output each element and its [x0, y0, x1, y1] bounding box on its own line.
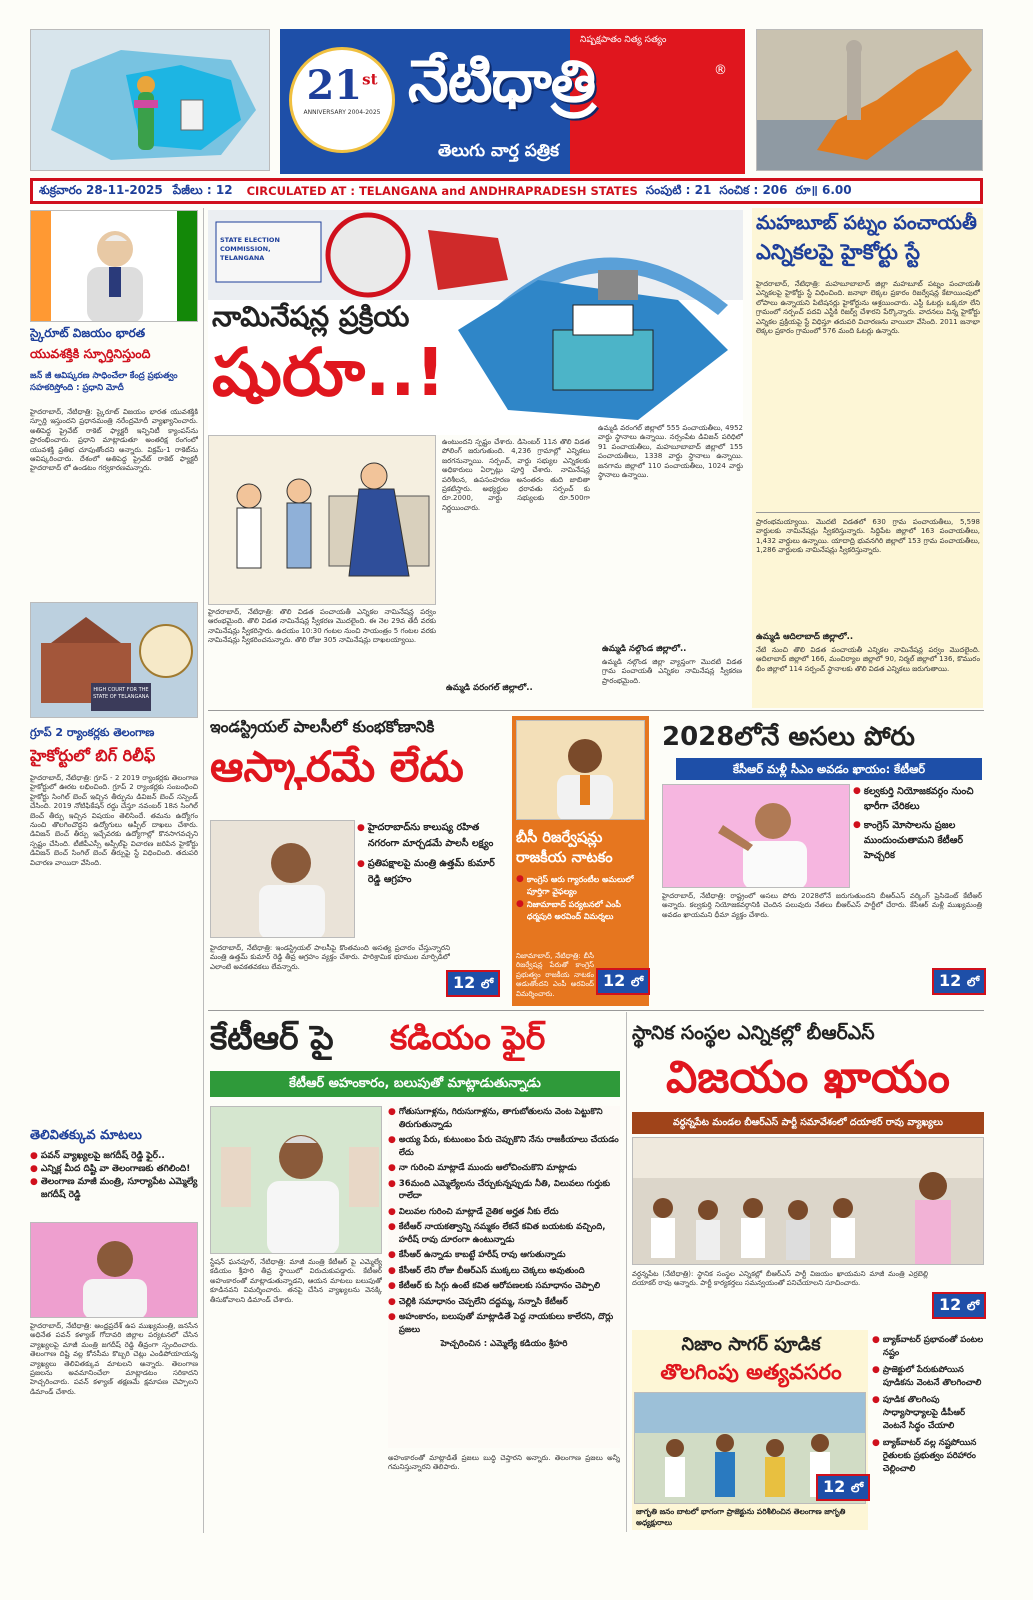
- industrial-bullet-1: ● హైదరాబాద్‌ను కాలుష్య రహిత నగరంగా మార్చడమే పాలసీ లక్ష్యం: [357, 820, 507, 852]
- nizam-bullet-1: ● బ్యాక్‌వాటర్ ప్రభావంతో పంటల నష్టం: [872, 1334, 984, 1360]
- mahabub-article-body: హైదరాబాద్, నేటిధాత్రి: మహబూబాబాద్ జిల్లా మహబూబ్ పట్నం పంచాయతీ ఎన్నికలపై హైకోర్టు స్టే విధించింది. జనాభా లెక్కల ప్రకారం రిజర్వేషన్ల కేటాయింపులో లోపాలు ఉన్నాయని పిటిషనర్లు హైకోర్టును ఆశ్రయించారు. ఎస్టీ ఓటర్లు ఒక్కరూ లేని గ్రామంలో సర్పంచ్ పదవి ఎస్టీకి రిజర్వ్ చేశారని పేర్కొన్నారు. వాదనలు విన్న హైకోర్టు ఎన్నికల ప్రక్రియపై స్టే విధిస్తూ తదుపరి విచారణను వాయిదా వేసింది. 2011 జనాభా లెక్కల ప్రకారం గ్రామంలో 576 మంది ఓటర్లు ఉన్నారు.: [756, 280, 980, 336]
- andhra-map-illustration: [756, 29, 983, 171]
- page-ref-word: లో: [966, 1299, 980, 1313]
- telivi-bullet-2: ● ఎన్నిక్ల మీద దిష్టి వా తెలంగాణకు తగిలింది!: [30, 1163, 198, 1176]
- column-rule-mid: [626, 1012, 627, 1532]
- masthead-title: నేటిధాత్రి: [408, 47, 596, 115]
- badge-number: 21: [306, 62, 363, 109]
- kadiyam-article-body: స్టేషన్ ఘనపూర్, నేటిధాత్రి: మాజీ మంత్రి కేటీఆర్ పై ఎమ్మెల్యే కడియం శ్రీహరి తీవ్ర స్థాయిలో విరుచుకుపడ్డారు. కేటీఆర్ అహంకారంతో మాట్లాడుతున్నాడని, ఆయన మాటలు బలుపుతో కూడినవని విమర్శించారు. తనపై చేసిన వ్యాఖ్యలను వెనక్కి తీసుకోవాలని డిమాండ్ చేశారు.: [210, 1258, 382, 1304]
- andhra-map-icon: [757, 30, 983, 171]
- high-court-photo: [30, 602, 198, 718]
- right-top-body-3: నేటి నుంచి తొలి విడత పంచాయతీ ఎన్నికల నామినేషన్ల పర్వం మొదలైంది. ఆదిలాబాద్ జిల్లాలో 166, మంచిర్యాల జిల్లాలో 90, నిర్మల్ జిల్లాలో 136, కొమురం భీం జిల్లాలో 114 సర్పంచ్ స్థానాలకు తొలి విడత ఎన్నికలు జరుగుతాయి.: [756, 646, 980, 673]
- group2-headline: హైకోర్టులో బిగ్ రిలీఫ్: [30, 746, 156, 765]
- jagadish-reddy-photo: [30, 1222, 198, 1318]
- nizam-photo-caption: జాగృతి జనం బాటలో భాగంగా ప్రాజెక్టును పరిశీలించిన తెలంగాణ జాగృతి అధ్యక్షురాలు: [636, 1507, 846, 1527]
- lead-body-col2: ఉంటుందని స్పష్టం చేశారు. డిసెంబర్ 11న తొలి విడత పోలింగ్ జరుగుతుంది. 4,236 గ్రామాల్లో ఎన్నికలు జరగనున్నాయి. సర్పంచ్, వార్డు సభ్యుల ఎన్నికలకు అధికారులు ఏర్పాట్లు పూర్తి చేశారు. నామినేషన్ల పరిశీలన, ఉపసంహరణ అనంతరం తుది జాబితా ప్రకటిస్తారు. అభ్యర్థుల ధరావతు సర్పంచ్ కు రూ.2000, వార్డు సభ్యులకు రూ.500గా నిర్ణయించారు.: [442, 438, 590, 512]
- uttam-portrait-icon: [211, 821, 355, 938]
- sec-badge-text: STATE ELECTION COMMISSION, TELANGANA: [220, 236, 280, 262]
- nizam-bullet-4: ● బ్యాక్‌వాటర్ వల్ల నష్టపోయిన రైతులకు ప్రభుత్వం పరిహారం చెల్లించాలి: [872, 1437, 984, 1476]
- telivi-bullet-1: ● పవన్ వ్యాఖ్యలపై జగదీష్ రెడ్డి ఫైర్..: [30, 1150, 198, 1163]
- ktr-page-link[interactable]: [932, 968, 986, 995]
- bc-bullet-1: ● కాంగ్రెస్ ఆరు గ్యారంటీల అమలులో పూర్తిగా వైఫల్యం: [516, 874, 646, 897]
- mahabub-headline-1: మహబూబ్ పట్నం పంచాయతీ: [756, 212, 977, 234]
- issue-date: శుక్రవారం 28-11-2025: [39, 182, 163, 197]
- local-headline-line1: స్థానిక సంస్థల ఎన్నికల్లో బీఆర్ఎస్: [632, 1022, 875, 1044]
- lead-body-col3b: ఉమ్మడి నల్గొండ జిల్లా వ్యాప్తంగా మొదటి విడత గ్రామ పంచాయతీ ఎన్నికల నామినేషన్ల స్వీకరణ ప్రారంభమైంది.: [602, 658, 742, 685]
- industrial-bullet-2: ● ప్రతిపక్షాలపై మంత్రి ఉత్తమ్ కుమార్ రెడ్డి ఆగ్రహం: [357, 856, 507, 888]
- kadiyam-article-body-2: అహంకారంతో మాట్లాడితే ప్రజలు బుద్ధి చెప్తారని అన్నారు. తెలంగాణ ప్రజలు అన్నీ గమనిస్తున్నారని తెలిపారు.: [388, 1454, 620, 1472]
- kadiyam-bullet-2: ● అయ్య పేరు, కుటుంబం పేరు చెప్పుకొని నేను రాజకీయాలు చేయడం లేదు: [388, 1134, 620, 1159]
- bc-page-link[interactable]: [596, 968, 650, 995]
- bc-bullet-2: ● నిజామాబాద్ పర్యటనలో ఎంపీ ధర్మపురి అరవింద్ విమర్శలు: [516, 899, 646, 922]
- nizam-headline-line2: తొలగింపు అత్యవసరం: [660, 1360, 842, 1384]
- candidates-cartoon-icon: [209, 436, 436, 605]
- kadiyam-photo: [210, 1106, 382, 1254]
- aravind-portrait-icon: [517, 721, 645, 820]
- modi-portrait-icon: [31, 211, 198, 322]
- lead-body-col3: ఉమ్మడి వరంగల్ జిల్లాలో 555 పంచాయతీలు, 4952 వార్డు స్థానాలు ఉన్నాయి. నర్సంపేట డివిజన్ పరిధిలో 91 పంచాయతీలు, మహబూబాబాద్ జిల్లాలో 155 పంచాయతీలు, 1338 వార్డు స్థానాలు ఉన్నాయి. జనగామ జిల్లాలో 110 పంచాయతీలు, 1024 వార్డు స్థానాలు ఉన్నాయి.: [598, 424, 743, 480]
- group2-prehead: గ్రూప్ 2 ర్యాంకర్లకు తెలంగాణ: [30, 726, 155, 739]
- page-ref-number: 12: [603, 971, 626, 990]
- meeting-crowd-icon: [633, 1138, 984, 1265]
- ktr-article-body: హైదరాబాద్, నేటిధాత్రి: రాష్ట్రంలో అసలు పోరు 2028లోనే జరుగుతుందని బీఆర్ఎస్ వర్కింగ్ ప్రెసిడెంట్ కేటీఆర్ అన్నారు. కల్వకుర్తి నియోజకవర్గానికి చెందిన పలువురు నేతలు బీఆర్ఎస్ పార్టీలో చేరారు. కేసీఆర్ మళ్లీ ముఖ్యమంత్రి అవడం ఖాయమని ధీమా వ్యక్తం చేశారు.: [662, 892, 982, 919]
- circulation-info: CIRCULATED AT : TELANGANA and ANDHRAPRADESH STATES: [246, 184, 638, 198]
- masthead-banner: [280, 29, 745, 174]
- modi-caption: స్కైరూట్ విజయం భారత: [30, 326, 146, 340]
- industrial-bullets: [357, 820, 507, 888]
- nizam-bullet-3: ● పూడిక తొలగింపు సాధ్యాసాధ్యాలపై డీపీఆర్ వెంటనే సిద్ధం చేయాలి: [872, 1394, 984, 1433]
- right-top-body-2: ప్రారంభమయ్యాయి. మొదటి విడతలో 630 గ్రామ పంచాయతీలు, 5,598 వార్డులకు నామినేషన్లు స్వీకరిస్తున్నారు. సిద్దిపేట జిల్లాలో 163 పంచాయతీలు, 1,432 వార్డులు ఉన్నాయి. యాదాద్రి భువనగిరి జిల్లాలో 153 గ్రామ పంచాయతీలు, 1,286 వార్డులకు నామినేషన్లు స్వీకరిస్తున్నారు.: [756, 518, 980, 555]
- page-ref-word: లో: [850, 1481, 864, 1495]
- kadiyam-bullet-5: ● విలువల గురించి మాట్లాడే నైతిక అర్హత నీకు లేదు: [388, 1206, 620, 1219]
- nizam-bullet-2: ● ప్రాజెక్టులో పేరుకుపోయిన పూడికను వెంటనే తొలగించాలి: [872, 1364, 984, 1390]
- lead-headline-line2: షురూ..!: [212, 340, 446, 406]
- badge-suffix: st: [362, 70, 378, 89]
- ktr-headline: 2028లోనే అసలు పోరు: [662, 722, 915, 752]
- nizam-page-link[interactable]: [816, 1474, 870, 1501]
- local-meeting-photo: [632, 1137, 984, 1265]
- page-ref-number: 12: [939, 1295, 962, 1314]
- ktr-bullet-1: ● కల్వకుర్తి నియోజకవర్గం నుంచి భారీగా చేరికలు: [853, 784, 983, 814]
- nizam-bullets: [872, 1334, 984, 1480]
- page-ref-word: లో: [480, 977, 494, 991]
- bc-bullets: [516, 874, 646, 922]
- kadiyam-bullet-10: ● చెల్లికి సమాధానం చెప్పలేని దద్దమ్మ, సన్నాసి కేటీఆర్: [388, 1296, 620, 1309]
- modi-subhead: జన్ జీ ఆవిష్కరణ సాధించేలా కేంద్ర ప్రభుత్వం సహకరిస్తోంది : ప్రధాని మోదీ: [30, 371, 178, 393]
- local-caption: వర్ధన్నపేట మండల బీఆర్ఎస్ పార్టీ సమావేశంలో దయాకర్ రావు వ్యాఖ్యలు: [632, 1112, 984, 1134]
- page-ref-number: 12: [453, 973, 476, 992]
- volume-number: సంపుటి : 21: [645, 182, 712, 197]
- ktr-bullets: [853, 784, 983, 863]
- page-ref-number: 12: [823, 1477, 846, 1496]
- industrial-page-link[interactable]: [446, 970, 500, 997]
- page-ref-word: లో: [966, 975, 980, 989]
- bc-headline: బీసీ రిజర్వేషన్లు రాజకీయ నాటకం: [516, 830, 613, 866]
- telangana-map-illustration: [30, 29, 270, 171]
- kadiyam-headline-a: కేటీఆర్ పై: [210, 1018, 334, 1057]
- modi-article-body: హైదరాబాద్, నేటిధాత్రి: స్కైరూట్ విజయం భారత యువశక్తికి స్ఫూర్తి ఇస్తుందని ప్రధానమంత్రి నరేంద్రమోదీ వ్యాఖ్యానించారు. అతిపెద్ద ప్రైవేట్ రాకెట్ ఫ్యాక్టరీ ఇన్ఫినిటీ క్యాంపస్‌ను ప్రారంభించారు. ప్రధాని మాట్లాడుతూ అంతరిక్ష రంగంలో యువశక్తి ప్రతిభ చూపుతోందని అన్నారు. విక్రమ్-1 రాకెట్‌ను ఆవిష్కరించారు. దేశంలో అతిపెద్ద ప్రైవేట్ రాకెట్ ఫ్యాక్టరీ హైదరాబాద్ లో ఉండటం గర్వకారణమన్నారు.: [30, 408, 198, 473]
- right-sub-adilabad: ఉమ్మడి ఆదిలాబాద్ జిల్లాలో..: [756, 632, 854, 642]
- kadiyam-portrait-icon: [211, 1107, 382, 1254]
- ktr-bullet-2: ● కాంగ్రెస్ మోసాలను ప్రజల ముందుంచుతామని కేటీఆర్ హెచ్చరిక: [853, 818, 983, 863]
- ktr-subhead: కేసీఆర్ మళ్లీ సీఎం అవడం ఖాయం: కేటీఆర్: [676, 758, 982, 780]
- anniversary-badge: [289, 47, 395, 153]
- uttam-kumar-photo: [210, 820, 355, 938]
- kadiyam-bullet-8: ● కేసీఆర్ లేని రోజు బీఆర్ఎస్ ముక్కలు చెక్కలు అవుతుంది: [388, 1265, 620, 1278]
- tagline-top: నిష్పక్షపాతం నిత్య సత్యం: [580, 35, 667, 45]
- page-ref-number: 12: [939, 971, 962, 990]
- kadiyam-closing: హెచ్చరించిన : ఎమ్మెల్యే కడియం శ్రీహరి: [440, 1339, 568, 1349]
- kadiyam-bullet-6: ● కేటీఆర్ నాయకత్వాన్ని నమ్మకం లేకనే కవిత బయటకు వచ్చింది, హరీష్ రావు దూరంగా ఉంటున్నాడు: [388, 1221, 620, 1246]
- kadiyam-bullets-box: [388, 1106, 620, 1448]
- kadiyam-bullet-1: ● గోతుసుగాళ్లను, గిరుసుగాళ్లను, తాగుబోతులను వెంట పెట్టుకొని తిరుగుతున్నాడు: [388, 1106, 620, 1131]
- mahabub-headline-2: ఎన్నికలపై హైకోర్టు స్టే: [756, 240, 920, 264]
- kadiyam-headline-b: కడియం ఫైర్: [390, 1018, 546, 1057]
- lead-cartoon: [208, 435, 436, 605]
- telivi-headline: తెలివితక్కువ మాటలు: [30, 1128, 142, 1143]
- right-top-divider: [756, 512, 980, 513]
- kadiyam-subhead: కేటీఆర్ అహంకారం, బలుపుతో మాట్లాడుతున్నాడు: [210, 1071, 620, 1097]
- industrial-headline-line1: ఇండస్ట్రియల్ పాలసీలో కుంభకోణానికి: [210, 718, 435, 736]
- nizam-headline-line1: నిజాం సాగర్ పూడిక: [681, 1334, 821, 1355]
- lead-body-col1: హైదరాబాద్, నేటిధాత్రి: తొలి విడత పంచాయతీ ఎన్నికల నామినేషన్ల పర్వం ఆరంభమైంది. తొలి విడత నామినేషన్ల స్వీకరణ మొదలైంది. ఈ నెల 29వ తేదీ వరకు నామినేషన్లు స్వీకరిస్తారు. ఉదయం 10:30 గంటల నుంచి సాయంత్రం 5 గంటల వరకు నామినేషన్లు స్వీకరించనున్నారు. తొలి రోజు 305 నామినేషన్లు దాఖలయ్యాయి.: [208, 608, 436, 645]
- ktr-portrait-icon: [663, 785, 850, 888]
- kadiyam-bullet-7: ● కేసీఆర్ ఉన్నాడు కాబట్టే హరీష్ రావు ఆగుతున్నాడు: [388, 1249, 620, 1262]
- kadiyam-bullet-9: ● కేటీఆర్ కు సిగ్గు ఉంటే కవిత ఆరోపణలకు సమాధానం చెప్పాలి: [388, 1280, 620, 1293]
- issue-number: సంచిక : 206: [719, 182, 788, 197]
- telivi-bullets: [30, 1150, 198, 1202]
- bc-article-body: నిజామాబాద్, నేటిధాత్రి: బీసీ రిజర్వేషన్ల పేరుతో కాంగ్రెస్ ప్రభుత్వం రాజకీయ నాటకం ఆడుతోందని ఎంపీ అరవింద్ విమర్శించారు.: [516, 952, 594, 998]
- telivi-bullet-3: ● తెలంగాణ మాజీ మంత్రి, సూర్యాపేట ఎమ్మెల్యే జగదీష్ రెడ్డి: [30, 1176, 198, 1202]
- jagadish-portrait-icon: [31, 1223, 198, 1318]
- badge-text: ANNIVERSARY 2004-2025: [303, 109, 381, 116]
- column-rule-left: [203, 208, 204, 1533]
- section-divider-1: [208, 710, 984, 711]
- price: రూ॥ 6.00: [795, 182, 852, 197]
- section-divider-2: [208, 1010, 984, 1011]
- lead-headline-line1: నామినేషన్ల ప్రక్రియ: [212, 300, 410, 333]
- telangana-map-icon: [31, 30, 270, 171]
- telivi-article-body: హైదరాబాద్, నేటిధాత్రి: ఆంధ్రప్రదేశ్ ఉప ముఖ్యమంత్రి, జనసేన అధినేత పవన్ కళ్యాణ్ గోదావరి జిల్లాల పర్యటనలో చేసిన వ్యాఖ్యలపై మాజీ మంత్రి జగదీష్ రెడ్డి తీవ్రంగా స్పందించారు. తెలంగాణ దిష్టి వల్ల కోనసీమ కొబ్బరి చెట్లు ఎండిపోయాయన్న వ్యాఖ్యలు తెలివితక్కువ మాటలని అన్నారు. తెలంగాణ ప్రజలను అవమానించేలా మాట్లాడటం సరికాదని హెచ్చరించారు. పవన్ కళ్యాణ్ తక్షణమే క్షమాపణ చెప్పాలని డిమాండ్ చేశారు.: [30, 1322, 198, 1396]
- industrial-headline-line2: ఆస్కారమే లేదు: [210, 744, 464, 791]
- modi-headline: యువశక్తికి స్ఫూర్తినిస్తుంది: [30, 346, 151, 361]
- dateline-bar: [30, 178, 983, 204]
- local-headline-line2: విజయం ఖాయం: [666, 1052, 950, 1103]
- kadiyam-bullet-3: ● నా గురించి మాట్లాడే ముందు ఆలోచించుకొని మాట్లాడు: [388, 1162, 620, 1175]
- kadiyam-bullet-11: ● అహంకారం, బలుపుతో మాట్లాడితే పెద్ద నాయకులు కాలేరని, దొర్లు ప్రజలు: [388, 1311, 620, 1336]
- ktr-photo: [662, 784, 850, 888]
- masthead-subtitle: తెలుగు వార్త పత్రిక: [438, 141, 559, 161]
- aravind-photo: [516, 720, 645, 820]
- page-ref-word: లో: [630, 975, 644, 989]
- page-count: పేజీలు : 12: [172, 182, 233, 197]
- industrial-article-body: హైదరాబాద్, నేటిధాత్రి: ఇండస్ట్రియల్ పాలసీపై కొంతమంది అసత్య ప్రచారం చేస్తున్నారని మంత్రి ఉత్తమ్ కుమార్ రెడ్డి తీవ్ర ఆగ్రహం వ్యక్తం చేశారు. పారిశ్రామిక భూముల మార్పిడిలో ఎలాంటి అవకతవకలు లేవన్నారు.: [210, 944, 450, 971]
- modi-photo: [30, 210, 198, 322]
- group2-article-body: హైదరాబాద్, నేటిధాత్రి: గ్రూప్ - 2 2019 ర్యాంకర్లకు తెలంగాణ హైకోర్టులో ఊరట లభించింది. గ్రూప్ 2 ర్యాంకర్లకు సంబంధించి హైకోర్టు సింగిల్ బెంచ్ ఇచ్చిన తీర్పును డివిజన్ బెంచ్ సస్పెండ్ చేసింది. 2019 నోటిఫికేషన్ రద్దు చేస్తూ నవంబర్ 18న సింగిల్ బెంచ్ తీర్పు ఇచ్చిన విషయం తెలిసిందే. తమను ఉద్యోగం నుంచి తొలగించొద్దని ఉద్యోగులు అప్పీల్ దాఖలు చేశారు. డివిజన్ బెంచ్ తీర్పు ఇచ్చేవరకు ఉద్యోగాల్లో కొనసాగవచ్చని స్పష్టం చేసింది. టీజీపీఎస్సీ అప్పీల్‌పై విచారణ జరిపిన హైకోర్టు డివిజన్ బెంచ్ సింగిల్ బెంచ్ తీర్పుపై స్టే విధించింది. తదుపరి విచారణ వాయిదా వేసింది.: [30, 774, 198, 867]
- local-page-link[interactable]: [932, 1292, 986, 1319]
- registered-mark: ®: [714, 63, 727, 78]
- kadiyam-bullet-4: ● 36మంది ఎమ్మెల్యేలను చేర్చుకున్నప్పుడు నీతి, విలువలు గుర్తుకు రాలేదా: [388, 1178, 620, 1203]
- lead-sub-nalgonda: ఉమ్మడి నల్గొండ జిల్లాలో..: [602, 644, 687, 654]
- high-court-signboard: HIGH COURT FOR THE STATE OF TELANGANA: [93, 687, 149, 700]
- local-article-body: వర్ధన్నపేట (నేటిధాత్రి): స్థానిక సంస్థల ఎన్నికల్లో బీఆర్ఎస్ పార్టీ విజయం ఖాయమని మాజీ మంత్రి ఎర్రబెల్లి దయాకర్ రావు అన్నారు. పార్టీ కార్యకర్తలు సమన్వయంతో పనిచేయాలని సూచించారు.: [632, 1270, 928, 1288]
- lead-sub-warangal: ఉమ్మడి వరంగల్ జిల్లాలో..: [446, 683, 533, 693]
